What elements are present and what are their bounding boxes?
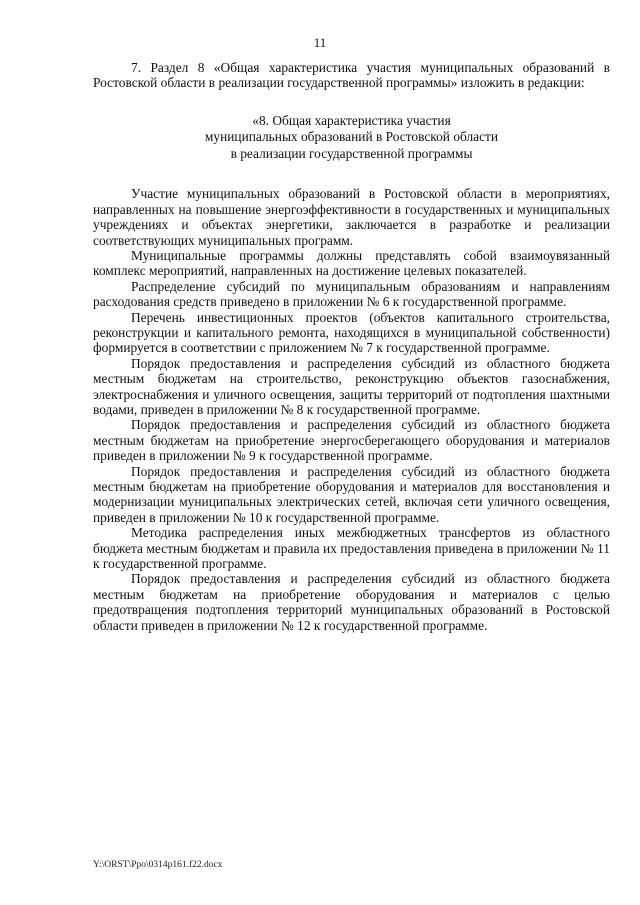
section-heading <box>93 113 610 163</box>
body-paragraph-8: Методика распределения иных межбюджетных трансфертов из областного бюджета местным бюджетам и правила их предоставления приведена в приложении № 11 к государственной программе. <box>93 525 610 572</box>
document-body <box>93 60 610 633</box>
intro-paragraph: 7. Раздел 8 «Общая характеристика участия муниципальных образований в Ростовской области в реализации государственной программы» изложить в редакции: <box>93 60 610 91</box>
body-paragraph-5: Порядок предоставления и распределения субсидий из областного бюджета местным бюджетам на строительство, реконструкцию объектов газоснабжения, электроснабжения и уличного освещения, защиты территорий от подтопления шахтными водами, приведен в приложении № 8 к государственной программе. <box>93 355 610 417</box>
section-heading-line-1: «8. Общая характеристика участия <box>252 112 451 128</box>
body-paragraph-1: Участие муниципальных образований в Ростовской области в мероприятиях, направленных на повышение энергоэффективности в государственных и муниципальных учреждениях и объектах энергетики, заключается в разработке и реализации соответствующих муниципальных программ. <box>93 186 610 248</box>
body-paragraph-7: Порядок предоставления и распределения субсидий из областного бюджета местным бюджетам на приобретение оборудования и материалов для восстановления и модернизации муниципальных электрических сетей, включая сети уличного освещения, приведен в приложении № 10 к государственной программе. <box>93 463 610 525</box>
body-paragraph-2: Муниципальные программы должны представлять собой взаимоувязанный комплекс мероприятий, направленных на достижение целевых показателей. <box>93 247 610 279</box>
body-paragraph-4: Перечень инвестиционных проектов (объектов капитального строительства, реконструкции и капитального ремонта, находящихся в муниципальной собственности) формируется в соответствии с приложением № 7 к государственной программе. <box>93 309 610 356</box>
body-paragraph-6: Порядок предоставления и распределения субсидий из областного бюджета местным бюджетам на приобретение энергосберегающего оборудования и материалов приведен в приложении № 9 к государственной программе. <box>93 417 610 464</box>
body-paragraph-9: Порядок предоставления и распределения субсидий из областного бюджета местным бюджетам на приобретение оборудования и материалов с целью предотвращения подтопления территорий муниципальных образований в Ростовской области приведен в приложении № 12 к государственной программе. <box>93 571 610 633</box>
footer-file-path: Y:\ORST\Ppo\0314p161.f22.docx <box>93 860 223 870</box>
body-paragraph-3: Распределение субсидий по муниципальным образованиям и направлениям расходования средств приведено в приложении № 6 к государственной программе. <box>93 278 610 310</box>
page-number: 11 <box>313 35 327 50</box>
section-heading-line-3: в реализации государственной программы <box>230 145 473 161</box>
section-heading-line-2: муниципальных образований в Ростовской области <box>204 129 499 145</box>
